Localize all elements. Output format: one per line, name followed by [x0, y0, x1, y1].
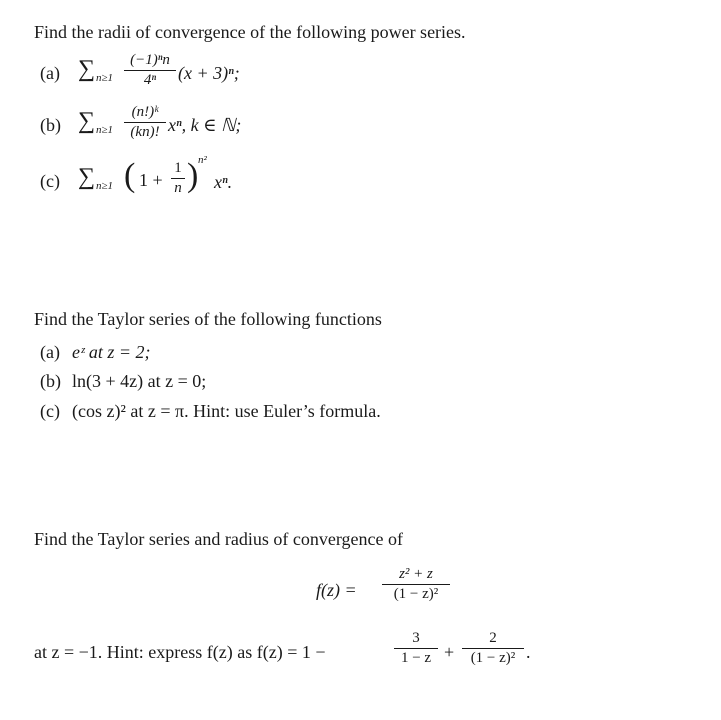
- item-a2-text: eᶻ at z = 2;: [72, 342, 151, 362]
- hint-fraction-1-num: 3: [412, 630, 420, 646]
- hint-fraction-1-bar: [394, 648, 438, 649]
- function-denominator: (1 − z)²: [393, 586, 439, 602]
- item-c2-label: (c): [40, 401, 60, 421]
- item-b2-label: (b): [40, 371, 61, 391]
- fraction-c1-den: n: [174, 180, 182, 196]
- sum-symbol-c1: ∑: [78, 164, 96, 190]
- sum-sub-c1: n≥1: [96, 180, 114, 192]
- sum-sub-b1: n≥1: [96, 124, 114, 136]
- hint-fraction-1-den: 1 − z: [400, 650, 432, 666]
- power-c1: n²: [198, 154, 207, 166]
- fraction-b1-bar: [124, 122, 166, 123]
- item-c1-label: (c): [40, 171, 60, 191]
- fraction-a1: [124, 52, 176, 89]
- hint-fraction-2-bar: [462, 648, 524, 649]
- section2-heading: Find the Taylor series of the following functions: [34, 309, 382, 329]
- fraction-c1-bar: [171, 178, 185, 179]
- fraction-c1-num: 1: [174, 160, 182, 176]
- hint-fraction-2-num: 2: [489, 630, 497, 646]
- hint-fraction-2-den: (1 − z)²: [470, 650, 516, 666]
- paren-open-c1: (: [124, 157, 136, 194]
- function-bar: [382, 584, 450, 585]
- fraction-b1-num: (n!)ᵏ: [131, 104, 159, 120]
- item-a1-tail: (x + 3)ⁿ;: [178, 63, 240, 83]
- fraction-c1: [171, 160, 185, 197]
- function-lhs: f(z) =: [316, 580, 357, 600]
- sum-symbol-a1: ∑: [78, 56, 96, 82]
- item-a2-label: (a): [40, 342, 60, 362]
- hint-prefix: at z = −1. Hint: express f(z) as f(z) = 1 −: [34, 642, 326, 662]
- section3-heading: Find the Taylor series and radius of convergence of: [34, 529, 403, 549]
- item-b2-text: ln(3 + 4z) at z = 0;: [72, 371, 207, 391]
- item-a1-label: (a): [40, 63, 60, 83]
- function-numerator: z² + z: [399, 566, 433, 582]
- item-b1-tail: xⁿ, k ∈ ℕ;: [168, 115, 242, 135]
- fraction-b1-den: (kn)!: [130, 124, 160, 140]
- item-c1-tail: xⁿ.: [214, 172, 233, 192]
- fraction-a1-den: 4ⁿ: [143, 72, 157, 88]
- fraction-a1-bar: [124, 70, 176, 71]
- fraction-b1: [124, 104, 166, 141]
- one-plus-c1: 1 +: [139, 170, 163, 190]
- function-fraction: [382, 566, 450, 603]
- fraction-a1-num: (−1)ⁿn: [130, 52, 170, 68]
- section1-heading: Find the radii of convergence of the following power series.: [34, 22, 466, 42]
- hint-fraction-1: [394, 630, 438, 667]
- hint-plus: +: [444, 642, 455, 662]
- paren-close-c1: ): [187, 157, 199, 194]
- hint-fraction-2: [462, 630, 524, 667]
- item-c2-text: (cos z)² at z = π. Hint: use Euler’s formula.: [72, 401, 381, 421]
- item-b1-label: (b): [40, 115, 61, 135]
- hint-end: .: [526, 642, 531, 662]
- sum-sub-a1: n≥1: [96, 72, 114, 84]
- sum-symbol-b1: ∑: [78, 108, 96, 134]
